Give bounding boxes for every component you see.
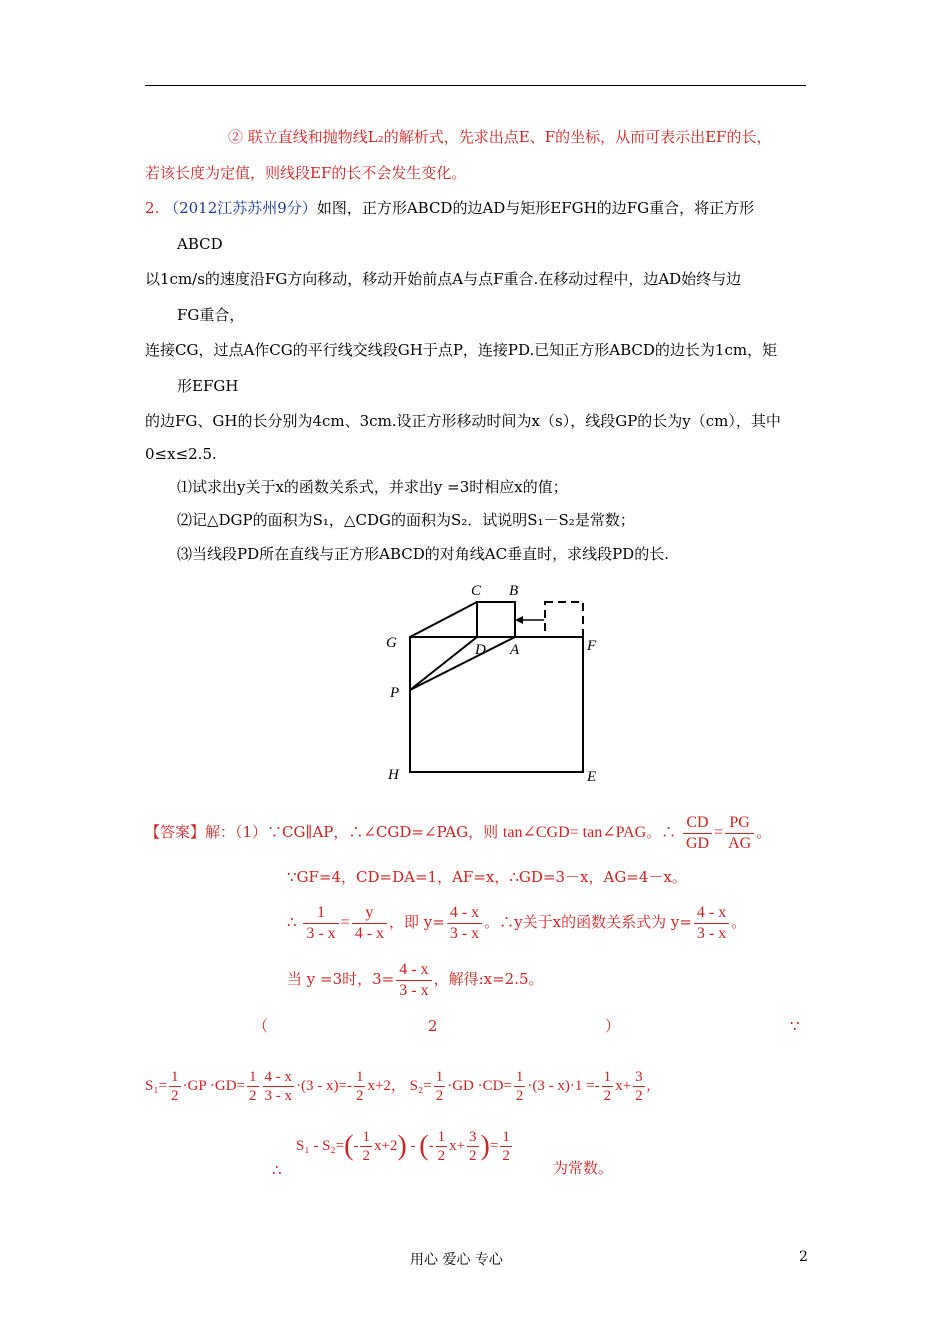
intro-line-2: 若该长度为定值，则线段EF的长不会发生变化。 <box>145 164 467 182</box>
fraction-4-x-over-3-x-b: $\frac{4 - x}{3 - x}$ <box>694 903 729 944</box>
segment-cg <box>410 602 477 637</box>
geometry-figure <box>380 578 610 788</box>
therefore-symbol-2: ∴ <box>272 1161 282 1179</box>
tan-equation: tan∠CGD= tan∠PAG <box>502 824 647 841</box>
label-d: D <box>475 642 486 658</box>
fraction-4-x-over-3-x-c: $\frac{4 - x}{3 - x}$ <box>396 960 431 1001</box>
intro-line-1: ② 联立直线和抛物线L₂的解析式，先求出点E、F的坐标，从而可表示出EF的长， <box>228 128 772 146</box>
problem-line-3: 以1cm/s的速度沿FG方向移动，移动开始前点A与点F重合.在移动过程中，边AD始终与边 <box>145 270 742 288</box>
answer-line-4: 当 y =3时，3= $\frac{4 - x}{3 - x}$ ，解得:x=2.5。 <box>287 960 544 999</box>
footer-motto: 用心 爱心 专心 <box>410 1252 503 1268</box>
answer-intro: 解：（1）∵CG∥AP，∴∠CGD=∠PAG，则 <box>205 823 499 841</box>
answer-tag: 【答案】 <box>145 823 206 841</box>
problem-number: 2. <box>145 199 160 217</box>
label-h: H <box>388 767 399 783</box>
fraction-1-over-3-x: $\frac{1}{3 - x}$ <box>303 903 338 944</box>
segment-pd <box>410 637 477 690</box>
square-start-position <box>545 602 583 637</box>
header-rule <box>145 85 806 86</box>
fraction-cd-gd: $\frac{CD}{GD}$ <box>683 813 712 854</box>
label-e: E <box>587 769 597 785</box>
segment-ap <box>410 637 515 690</box>
constant-text: 为常数。 <box>553 1159 614 1177</box>
rectangle-efgh <box>410 637 583 772</box>
label-b: B <box>509 583 519 599</box>
move-arrow-head <box>515 616 523 624</box>
label-a: A <box>510 642 520 658</box>
question-3: ⑶当线段PD所在直线与正方形ABCD的对角线AC垂直时，求线段PD的长. <box>177 545 669 563</box>
question-1: ⑴试求出y关于x的函数关系式，并求出y =3时相应x的值； <box>177 478 568 496</box>
fraction-pg-ag: $\frac{PG}{AG}$ <box>725 813 754 854</box>
label-p: P <box>390 685 400 701</box>
problem-line-2: ABCD <box>177 235 223 253</box>
part-2-close-paren: ） <box>605 1017 621 1035</box>
problem-text-1: 如图，正方形ABCD的边AD与矩形EFGH的边FG重合，将正方形 <box>316 199 755 217</box>
label-g: G <box>386 635 397 651</box>
therefore-1: 。∴ <box>646 823 677 841</box>
label-f: F <box>587 638 597 654</box>
part-2-open-paren: （ <box>253 1017 269 1035</box>
problem-line-6: 形EFGH <box>177 377 239 395</box>
problem-line-4: FG重合， <box>177 306 245 324</box>
answer-line-3: ∴ $\frac{1}{3 - x}$ = $\frac{y}{4 - x}$ ，即 y= $\frac{4 - x}{3 - x}$ 。∴y关于x的函数关系式为 y= $\frac{4 - x}{3 - x}$ 。 <box>287 903 747 942</box>
problem-line-8: 0≤x≤2.5. <box>145 445 217 463</box>
answer-line-s1-s2: S₁= $\frac{1}{2}$ ·GP ·GD= $\frac{1}{2}$ $\frac{4 - x}{3 - x}$ ·(3 - x)=- $\frac{1}{2}$ x+2， S₂= $\frac{1}{2}$ ·GD ·CD= $\frac{1}{2}$ ·(3 - x)·1 =- $\frac{1}{2}$ x+ $\frac{3}{2}$ , <box>145 1069 651 1105</box>
because-symbol: ∵ <box>790 1017 800 1035</box>
problem-line-7: 的边FG、GH的长分别为4cm、3cm.设正方形移动时间为x（s），线段GP的长为y（cm），其中 <box>145 412 781 430</box>
answer-line-difference: S₁ - S₂=(- $\frac{1}{2}$ x+2) - (- $\frac{1}{2}$ x+ $\frac{3}{2}$ )= $\frac{1}{2}$ <box>296 1129 510 1165</box>
square-abcd <box>477 602 515 637</box>
page-number: 2 <box>799 1249 808 1265</box>
problem-source: （2012江苏苏州9分） <box>164 199 317 217</box>
fraction-4-x-over-3-x-a: $\frac{4 - x}{3 - x}$ <box>447 903 482 944</box>
fraction-y-over-4-x: $\frac{y}{4 - x}$ <box>352 903 387 944</box>
answer-line-2: ∵GF=4，CD=DA=1，AF=x，∴GD=3－x，AG=4－x。 <box>287 868 687 886</box>
problem-line-1 <box>145 198 754 218</box>
label-c: C <box>471 583 482 599</box>
question-2: ⑵记△DGP的面积为S₁，△CDG的面积为S₂．试说明S₁－S₂是常数； <box>177 511 635 529</box>
problem-line-5: 连接CG，过点A作CG的平行线交线段GH于点P，连接PD.已知正方形ABCD的边长为1cm，矩 <box>145 341 778 359</box>
answer-line-1: 【答案】解：（1）∵CG∥AP，∴∠CGD=∠PAG，则 tan∠CGD= tan∠PAG。∴ $\frac{CD}{GD}$ = $\frac{PG}{AG}$ 。 <box>145 813 772 852</box>
part-2-number: 2 <box>428 1017 438 1035</box>
